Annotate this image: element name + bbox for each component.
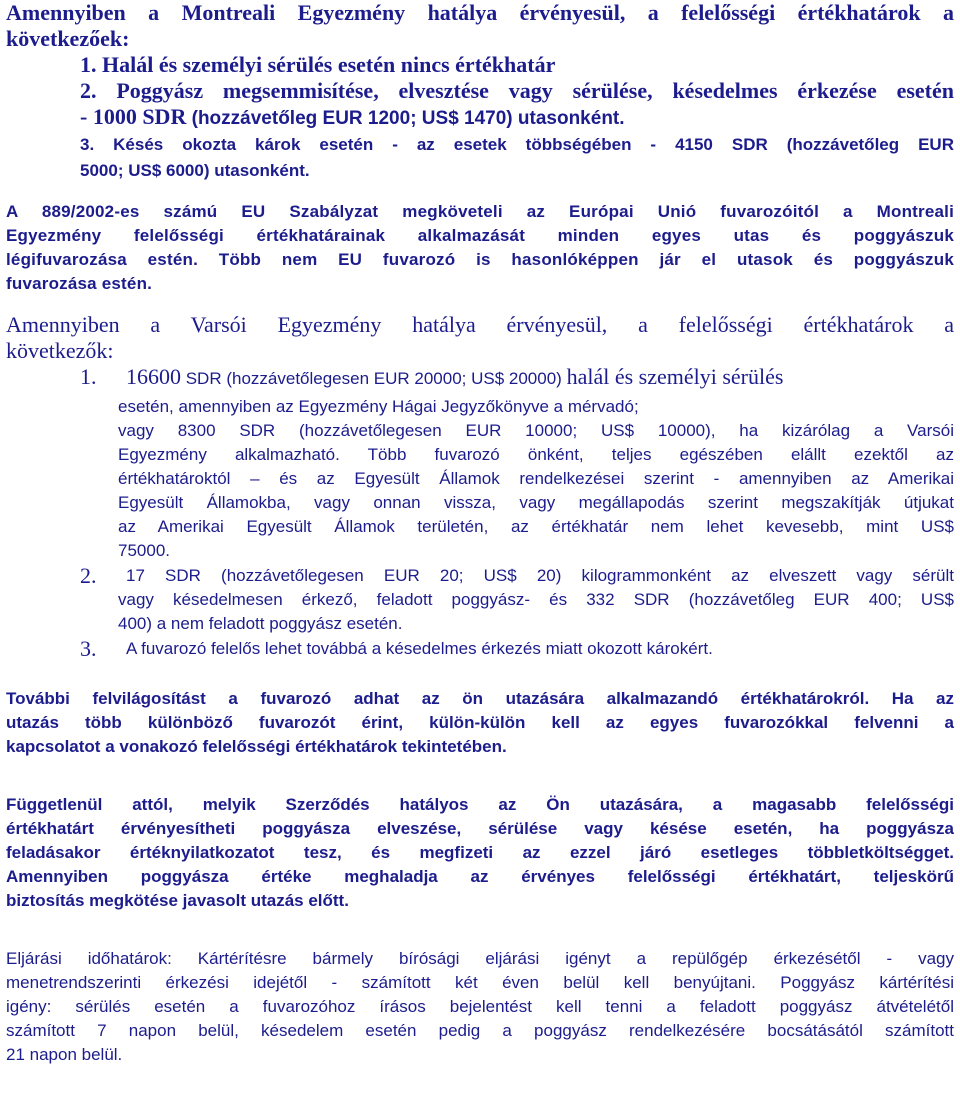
warsaw-item-1 (6, 364, 954, 391)
montreal-heading-line1: Amennyiben a Montreali Egyezmény hatálya érvényesül, a felelősségi értékhatárok a (6, 0, 954, 25)
montreal-item-1: 1. Halál és személyi sérülés esetén nincs értékhatár (80, 52, 556, 77)
higher-limit-paragraph (6, 793, 954, 913)
further-info-line2: utazás több különböző fuvarozót érint, külön-külön kell az egyes fuvarozókkal felvenni a (6, 713, 954, 732)
higher-limit-line4: Amennyiben poggyásza értéke meghaladja az érvényes felelősségi értékhatárt, teljeskörű (6, 867, 954, 886)
further-info-line1: További felvilágosítást a fuvarozó adhat az ön utazására alkalmazandó értékhatárokról. Ha az (6, 689, 954, 708)
warsaw-item-1-line2: esetén, amennyiben az Egyezmény Hágai Jegyzőkönyve a mérvadó; (118, 397, 639, 416)
warsaw-heading-line1: Amennyiben a Varsói Egyezmény hatálya érvényesül, a felelősségi értékhatárok a (6, 312, 954, 337)
montreal-item-3-line2: 5000; US$ 6000) utasonként. (80, 161, 310, 180)
warsaw-item-2-number: 2. (80, 563, 97, 588)
further-info-line3: kapcsolatot a vonakozó felelősségi értékhatárok tekintetében. (6, 737, 507, 756)
time-limits-line1: Eljárási időhatárok: Kártérítésre bármely bírósági eljárási igényt a repülőgép érkezésétől - vagy (6, 949, 954, 968)
further-info-paragraph (6, 687, 954, 759)
montreal-item-2-line2 (6, 104, 954, 132)
eu-regulation-line1: A 889/2002-es számú EU Szabályzat megköveteli az Európai Unió fuvarozóitól a Montreali (6, 202, 954, 221)
montreal-item-2-rest: (hozzávetőleg EUR 1200; US$ 1470) utasonként. (186, 108, 625, 129)
montreal-heading-line2: következőek: (6, 26, 130, 51)
warsaw-item-1-sdr: SDR (hozzávetőlegesen EUR 20000; US$ 20000) (181, 369, 567, 388)
warsaw-item-1-line6: Egyesült Államokba, vagy onnan vissza, vagy megállapodás szerint megszakítják útjukat (118, 493, 954, 512)
time-limits-line2: menetrendszerinti érkezési idejétől - számított két éven belül kell benyújtani. Poggyász kártérítési (6, 973, 954, 992)
montreal-item-2-line1: 2. Poggyász megsemmisítése, elvesztése vagy sérülése, késedelmes érkezése esetén (80, 78, 954, 103)
warsaw-item-1-death-injury: halál és személyi sérülés (566, 364, 784, 389)
warsaw-item-1-line4: Egyezmény alkalmazható. Több fuvarozó önként, teljes egészében elállt ezektől az (118, 445, 954, 464)
warsaw-item-1-number: 1. (80, 364, 97, 389)
montreal-item-2-sdr: - 1000 SDR (80, 104, 187, 129)
eu-regulation-line4: fuvarozása estén. (6, 274, 153, 293)
montreal-section (6, 0, 954, 184)
warsaw-item-3-line1: A fuvarozó felelős lehet továbbá a késedelmes érkezés miatt okozott károkért. (126, 639, 713, 658)
time-limits-line3: igény: sérülés esetén a fuvarozóhoz írásos bejelentést kell tenni a feladott poggyász átvételétől (6, 997, 954, 1016)
warsaw-item-2-line3: 400) a nem feladott poggyász esetén. (118, 614, 403, 633)
warsaw-item-2-line2: vagy késedelmesen érkező, feladott poggyász- és 332 SDR (hozzávetőleg EUR 400; US$ (118, 590, 954, 609)
higher-limit-line1: Függetlenül attól, melyik Szerződés hatályos az Ön utazására, a magasabb felelősségi (6, 795, 954, 814)
time-limits-paragraph (6, 947, 954, 1067)
warsaw-item-1-amount: 16600 (126, 364, 181, 389)
warsaw-item-3 (6, 636, 954, 661)
higher-limit-line2: értékhatárt érvényesítheti poggyásza elveszése, sérülése vagy késése esetén, ha poggyásza (6, 819, 954, 838)
warsaw-item-1-line7: az Amerikai Egyesült Államok területén, az értékhatár nem lehet kevesebb, mint US$ (118, 517, 954, 536)
eu-regulation-line3: légifuvarozása estén. Több nem EU fuvarozó is hasonlóképpen jár el utasok és poggyászuk (6, 250, 954, 269)
warsaw-item-2-line1: 17 SDR (hozzávetőlegesen EUR 20; US$ 20) kilogrammonként az elveszett vagy sérült (126, 566, 954, 585)
warsaw-item-1-line3: vagy 8300 SDR (hozzávetőlegesen EUR 10000; US$ 10000), ha kizárólag a Varsói (118, 421, 954, 440)
time-limits-line5: 21 napon belül. (6, 1045, 123, 1064)
higher-limit-line5: biztosítás megkötése javasolt utazás előtt. (6, 891, 349, 910)
higher-limit-line3: feladásakor értéknyilatkozatot tesz, és megfizeti az ezzel járó esetleges többletköltségget. (6, 843, 954, 862)
time-limits-line4: számított 7 napon belül, késedelem esetén pedig a poggyász rendelkezésére bocsátásától számított (6, 1021, 954, 1040)
warsaw-item-3-number: 3. (80, 636, 97, 661)
warsaw-section (6, 312, 954, 661)
warsaw-heading-line2: következők: (6, 338, 114, 363)
eu-regulation-paragraph (6, 200, 954, 296)
warsaw-item-1-line8: 75000. (118, 541, 170, 560)
warsaw-item-1-line5: értékhatároktól – és az Egyesült Államok rendelkezései szerint - amennyiben az Amerikai (118, 469, 954, 488)
montreal-item-3-line1: 3. Késés okozta károk esetén - az esetek többségében - 4150 SDR (hozzávetőleg EUR (80, 135, 954, 154)
warsaw-item-2 (6, 563, 954, 588)
eu-regulation-line2: Egyezmény felelősségi értékhatárainak alkalmazását minden egyes utas és poggyászuk (6, 226, 954, 245)
